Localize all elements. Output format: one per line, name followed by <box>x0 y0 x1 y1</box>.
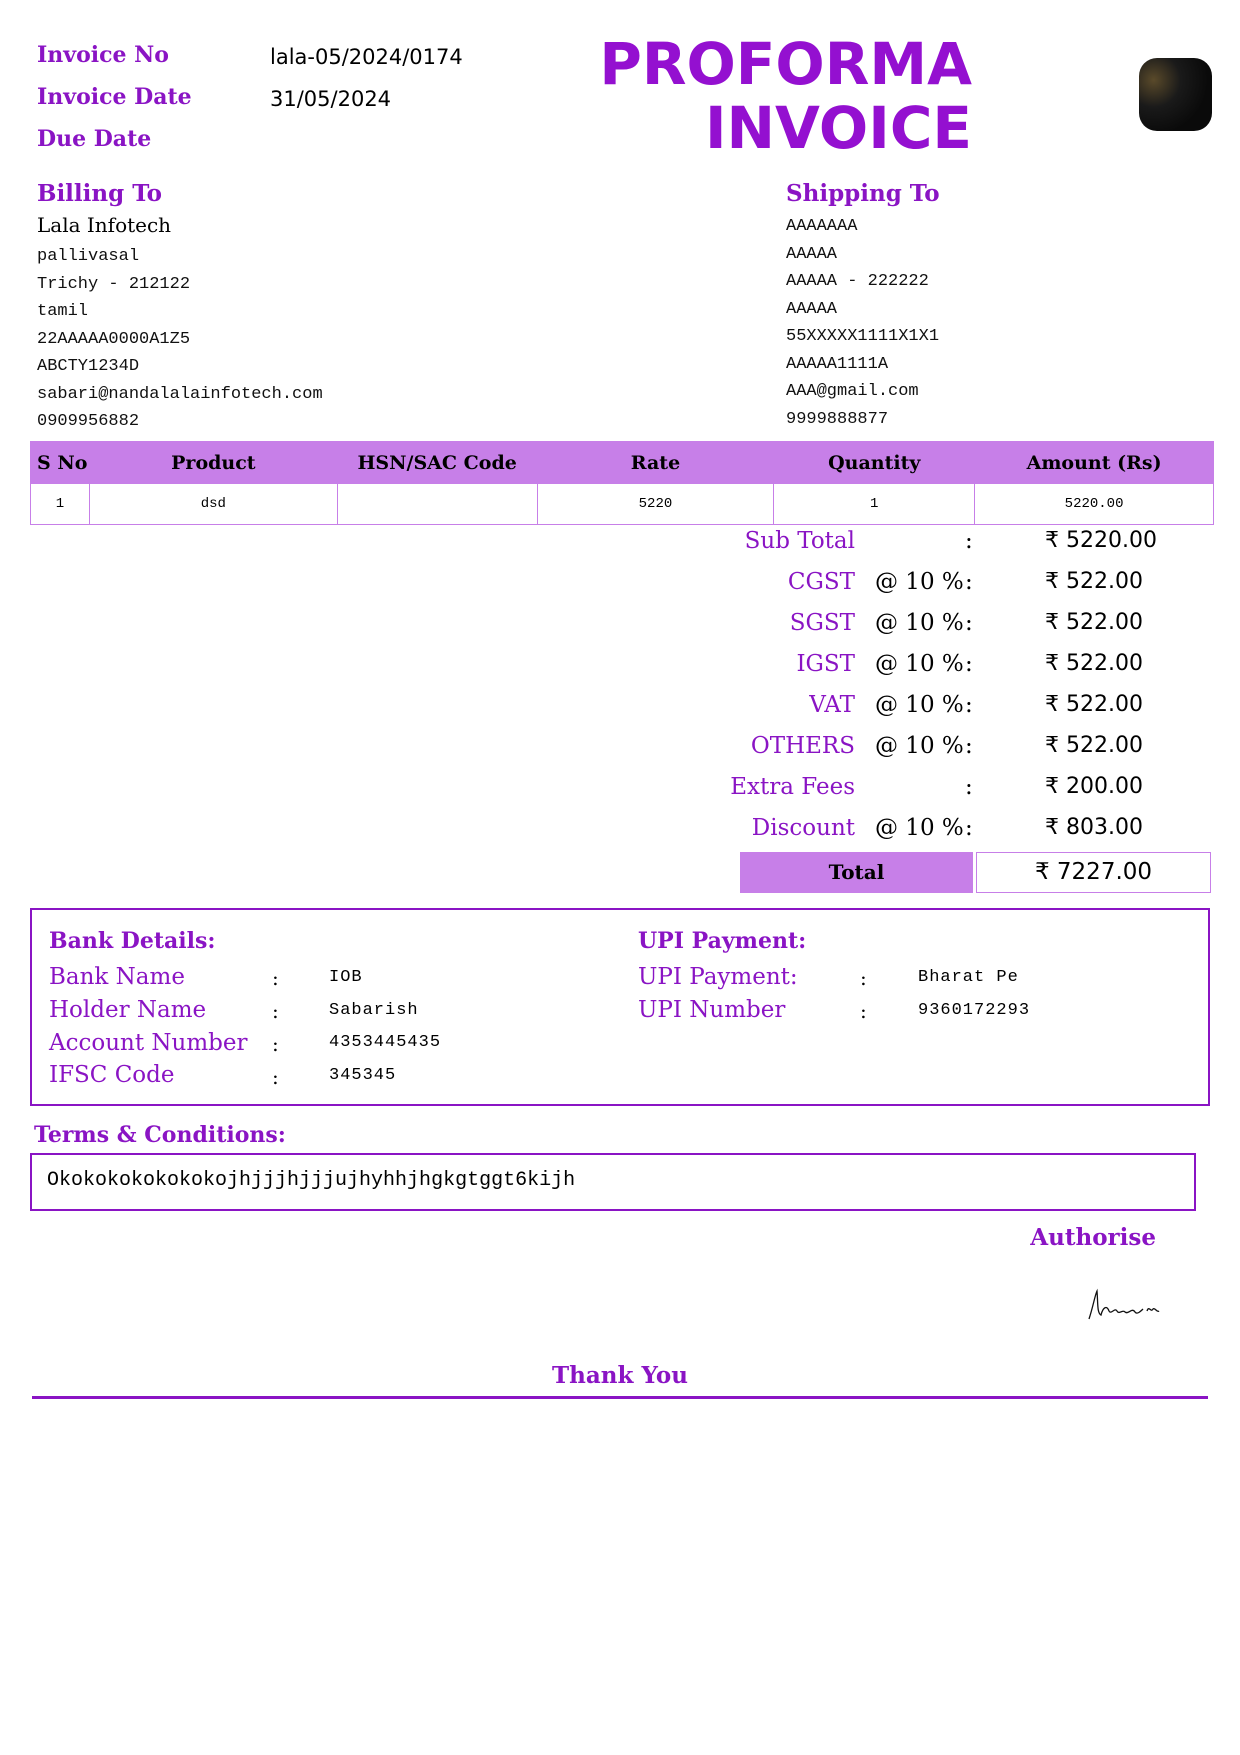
totals-colon: : <box>965 569 973 595</box>
shipping-address <box>786 180 940 433</box>
total-value: ₹ 7227.00 <box>976 852 1211 893</box>
totals-rate: @ 10 % <box>875 815 964 841</box>
totals-colon: : <box>965 692 973 718</box>
cell-rate: 5220 <box>537 484 774 525</box>
col-sno: S No <box>31 442 90 484</box>
totals-rate: @ 10 % <box>875 733 964 759</box>
billing-line: 22AAAAA0000A1Z5 <box>37 329 191 349</box>
title-line-2: INVOICE <box>704 94 972 162</box>
invoice-no-label: Invoice No <box>37 42 169 68</box>
billing-line: 0909956882 <box>37 412 140 431</box>
totals-value: ₹ 522.00 <box>1045 692 1143 717</box>
totals-row <box>0 569 1240 607</box>
company-logo <box>1139 58 1212 131</box>
billing-line: Trichy - 212122 <box>37 274 191 294</box>
ifsc-value: 345345 <box>329 1066 397 1085</box>
total-label: Total <box>740 852 973 893</box>
ifsc-label: IFSC Code <box>49 1062 175 1088</box>
totals-value: ₹ 522.00 <box>1045 651 1143 676</box>
invoice-no-value: lala-05/2024/0174 <box>270 45 463 69</box>
table-header-row <box>31 442 1214 484</box>
upi-payment-label: UPI Payment: <box>638 964 798 990</box>
holder-name-value: Sabarish <box>329 1001 419 1020</box>
totals-label: Sub Total <box>744 528 855 554</box>
totals-colon: : <box>965 815 973 841</box>
terms-box <box>30 1153 1196 1211</box>
shipping-line: AAA@gmail.com <box>786 382 919 401</box>
totals-row <box>0 651 1240 689</box>
bank-heading: Bank Details: <box>49 928 216 954</box>
totals-value: ₹ 200.00 <box>1045 774 1143 799</box>
totals-row <box>0 774 1240 812</box>
colon: : <box>272 1032 279 1056</box>
billing-line: sabari@nandalalainfotech.com <box>37 384 323 404</box>
colon: : <box>272 966 279 990</box>
footer-divider <box>32 1396 1208 1399</box>
totals-value: ₹ 803.00 <box>1045 815 1143 840</box>
totals-row <box>0 733 1240 771</box>
totals-colon: : <box>965 651 973 677</box>
shipping-line: AAAAA1111A <box>786 354 889 374</box>
col-amount: Amount (Rs) <box>975 442 1214 484</box>
totals-value: ₹ 522.00 <box>1045 569 1143 594</box>
signature-image <box>1085 1285 1165 1325</box>
totals-label: VAT <box>809 692 855 718</box>
totals-row <box>0 815 1240 853</box>
upi-number-value: 9360172293 <box>918 1001 1031 1020</box>
totals-label: CGST <box>787 569 855 595</box>
table-row <box>31 484 1214 525</box>
totals-colon: : <box>965 610 973 636</box>
shipping-line: AAAAA - 222222 <box>786 272 929 291</box>
shipping-heading: Shipping To <box>786 180 940 207</box>
due-date-label: Due Date <box>37 126 152 152</box>
colon: : <box>860 966 867 990</box>
totals-colon: : <box>965 528 973 554</box>
cell-quantity: 1 <box>774 484 975 525</box>
authorise-label: Authorise <box>1030 1224 1156 1251</box>
totals-colon: : <box>965 733 973 759</box>
billing-line: ABCTY1234D <box>37 357 140 376</box>
cell-product: dsd <box>89 484 337 525</box>
shipping-line: AAAAAAA <box>786 217 858 236</box>
col-product: Product <box>89 442 337 484</box>
totals-label: SGST <box>789 610 855 636</box>
thank-you-text: Thank You <box>552 1362 688 1389</box>
items-table <box>30 441 1214 525</box>
upi-number-label: UPI Number <box>638 997 786 1023</box>
shipping-line: AAAAA <box>786 244 838 264</box>
terms-heading: Terms & Conditions: <box>34 1122 286 1148</box>
billing-heading: Billing To <box>37 180 163 207</box>
invoice-date-label: Invoice Date <box>37 84 192 110</box>
shipping-line: 9999888877 <box>786 409 889 429</box>
page-title <box>599 32 972 160</box>
totals-label: Extra Fees <box>730 774 855 800</box>
totals-value: ₹ 5220.00 <box>1045 528 1157 553</box>
totals-colon: : <box>965 774 973 800</box>
totals-label: IGST <box>796 651 855 677</box>
shipping-line: AAAAA <box>786 299 838 319</box>
cell-hsn <box>337 484 537 525</box>
colon: : <box>272 1065 279 1089</box>
totals-value: ₹ 522.00 <box>1045 733 1143 758</box>
account-number-value: 4353445435 <box>329 1033 442 1052</box>
col-rate: Rate <box>537 442 774 484</box>
bank-name-value: IOB <box>329 968 363 987</box>
cell-amount: 5220.00 <box>975 484 1214 525</box>
totals-row <box>0 528 1240 566</box>
payment-details-box <box>30 908 1210 1106</box>
terms-text: Okokokokokokokojhjjjhjjjujhyhhjhgkgtggt6kijh <box>47 1169 576 1192</box>
totals-rate: @ 10 % <box>875 569 964 595</box>
billing-line: tamil <box>37 302 89 321</box>
billing-line: pallivasal <box>37 247 140 266</box>
account-number-label: Account Number <box>49 1030 248 1056</box>
totals-label: OTHERS <box>750 733 855 759</box>
totals-value: ₹ 522.00 <box>1045 610 1143 635</box>
totals-label: Discount <box>751 815 855 841</box>
billing-address <box>37 180 323 436</box>
totals-rate: @ 10 % <box>875 651 964 677</box>
holder-name-label: Holder Name <box>49 997 207 1023</box>
cell-sno: 1 <box>31 484 90 525</box>
upi-payment-value: Bharat Pe <box>918 968 1019 987</box>
totals-rate: @ 10 % <box>875 692 964 718</box>
col-quantity: Quantity <box>774 442 975 484</box>
col-hsn: HSN/SAC Code <box>337 442 537 484</box>
invoice-date-value: 31/05/2024 <box>270 87 392 111</box>
title-line-1: PROFORMA <box>599 30 972 98</box>
upi-heading: UPI Payment: <box>638 928 807 954</box>
totals-row <box>0 692 1240 730</box>
bank-name-label: Bank Name <box>49 964 185 990</box>
colon: : <box>272 999 279 1023</box>
colon: : <box>860 999 867 1023</box>
totals-rate: @ 10 % <box>875 610 964 636</box>
shipping-line: 55XXXXX1111X1X1 <box>786 327 940 346</box>
billing-name: Lala Infotech <box>37 213 172 237</box>
totals-row <box>0 610 1240 648</box>
